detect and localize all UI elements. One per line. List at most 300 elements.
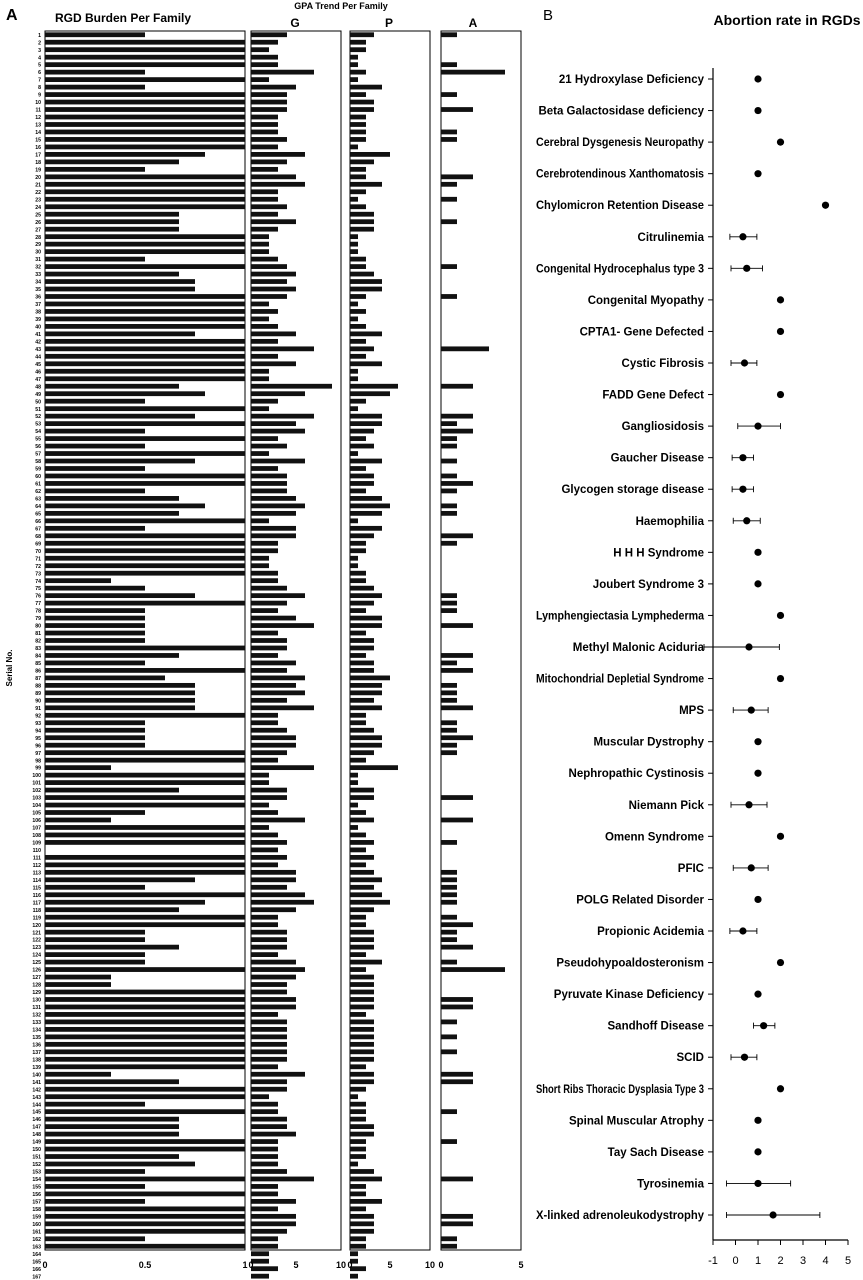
bar [350,683,382,688]
bar [441,720,457,725]
bar [251,1087,287,1092]
bar [251,167,278,172]
bar [251,818,305,823]
bar [350,608,366,613]
serial-tick-label: 129 [32,990,41,997]
data-point [754,991,761,998]
serial-tick-label: 74 [35,578,41,585]
bar [350,1147,366,1152]
disease-label: FADD Gene Defect [602,389,704,402]
bar [45,922,245,927]
bar [251,421,296,426]
serial-tick-label: 96 [35,743,41,750]
bar [350,1020,374,1025]
serial-tick-label: 17 [35,152,41,159]
bar [45,885,145,890]
bar [350,1102,366,1107]
bar [45,586,145,591]
x-tick-label: 3 [799,1255,807,1267]
bar [441,608,457,613]
plot-frame [441,31,521,1250]
bar [45,945,179,950]
bar [45,653,179,658]
bar [350,982,374,987]
bar [251,930,287,935]
bar [45,1214,245,1219]
bar [45,1154,179,1159]
bar [251,1154,278,1159]
bar [350,810,366,815]
bar [45,466,145,471]
bar [251,1102,278,1107]
bar [441,877,457,882]
serial-tick-label: 86 [35,668,41,675]
bar [45,548,245,553]
serial-tick-label: 100 [32,773,41,780]
serial-tick-label: 138 [32,1057,41,1064]
bar [350,788,374,793]
bar [350,638,374,643]
serial-tick-label: 7 [38,77,41,84]
bar [45,833,245,838]
bar [350,115,366,120]
serial-tick-label: 34 [35,279,41,286]
serial-tick-label: 144 [32,1102,41,1109]
serial-tick-label: 12 [35,115,41,122]
bar [45,1034,245,1039]
serial-tick-label: 88 [35,683,41,690]
serial-tick-label: 65 [35,511,41,518]
bar [45,675,165,680]
bar [251,406,269,411]
bar [251,1214,296,1219]
serial-tick-label: 16 [35,145,41,152]
panel-a-group [438,31,523,1270]
bar [45,1027,245,1032]
bar [251,765,314,770]
bar [251,242,269,247]
bar [45,1199,145,1204]
disease-label: MPS [679,705,704,718]
bar [45,451,245,456]
bar [45,444,145,449]
serial-tick-label: 110 [32,847,41,854]
serial-tick-label: 118 [32,907,41,914]
bar [45,107,245,112]
serial-tick-label: 109 [32,840,41,847]
serial-tick-label: 54 [35,429,41,436]
bar [441,967,505,972]
serial-tick-label: 82 [35,638,41,645]
panel-g-group [248,31,346,1279]
bar [45,870,245,875]
bar [441,541,457,546]
serial-tick-label: 60 [35,474,41,481]
serial-tick-label: 15 [35,137,41,144]
bar [45,638,145,643]
bar [350,586,374,591]
bar [45,1177,245,1182]
bar [251,750,287,755]
bar [441,930,457,935]
bar [45,1132,179,1137]
bar [441,219,457,224]
disease-label: Omenn Syndrome [604,831,704,844]
disease-label: Cystic Fibrosis [621,358,704,370]
bar [350,907,374,912]
bar [45,616,145,621]
bar [45,518,245,523]
panel-b-plot [536,68,851,1267]
bar [350,1132,374,1137]
bar [45,743,145,748]
bar [45,541,245,546]
bar [45,1020,245,1025]
bar [441,1049,457,1054]
bar [45,159,179,164]
serial-tick-label: 106 [32,818,41,825]
bar [350,631,366,636]
bar [45,1221,245,1226]
disease-label: Niemann Pick [628,799,704,812]
bar [251,578,278,583]
bar [251,1027,287,1032]
bar [251,533,296,538]
bar [441,1214,473,1219]
serial-tick-label: 126 [32,967,41,974]
bar [251,773,269,778]
bar [45,593,195,598]
bar [251,1229,287,1234]
data-point [777,959,784,966]
bar [441,840,457,845]
bar [350,339,366,344]
disease-label: Pyruvate Kinase Deficiency [553,989,704,1002]
bar [251,257,278,262]
bar [251,174,296,179]
x-tick-label: 4 [822,1255,829,1267]
bar [350,369,358,374]
serial-tick-label: 29 [35,242,41,249]
bar [251,451,269,456]
serial-tick-label: 71 [35,556,41,563]
bar [251,1094,269,1099]
bar [350,391,390,396]
bar [441,1139,457,1144]
bar [45,795,245,800]
serial-tick-label: 112 [32,862,41,869]
bar [350,698,374,703]
data-point [777,675,784,682]
bar [251,1057,287,1062]
data-point [754,1117,761,1124]
panel-a-plots [32,31,523,1280]
bar [251,391,305,396]
serial-tick-label: 160 [32,1221,41,1228]
serial-tick-label: 113 [32,870,41,877]
bar [441,1072,473,1077]
x-tick-label: 2 [777,1255,784,1267]
bar [251,563,269,568]
bar [350,47,366,52]
disease-label: Congenital Myopathy [587,294,704,307]
bar [350,309,366,314]
bar [350,668,374,673]
bar [350,675,390,680]
x-tick-label: 5 [293,1260,299,1270]
bar [45,1124,179,1129]
bar [45,578,111,583]
serial-tick-label: 37 [35,302,41,309]
bar [350,227,374,232]
serial-tick-label: 79 [35,616,41,623]
bar [251,1064,278,1069]
bar [441,384,473,389]
serial-tick-label: 87 [35,675,41,682]
bar [350,100,374,105]
disease-label: POLG Related Disorder [576,894,704,907]
serial-tick-label: 115 [32,885,41,892]
serial-tick-label: 157 [32,1199,41,1206]
bar [45,1236,145,1241]
bar [251,698,287,703]
disease-label: Propionic Acidemia [597,926,704,938]
bar [251,877,296,882]
subtitle-a: A [468,16,478,30]
x-tick-label: 5 [387,1260,393,1270]
serial-tick-label: 156 [32,1192,41,1199]
bar [45,204,245,209]
data-point [754,75,761,82]
disease-label: H H H Syndrome [613,547,704,560]
bar [251,444,287,449]
bar [45,85,145,90]
bar [45,1229,245,1234]
serial-tick-label: 50 [35,399,41,406]
bar [251,197,278,202]
bar [441,683,457,688]
serial-tick-label: 51 [35,406,41,413]
bar [350,690,382,695]
bar [45,70,145,75]
serial-tick-label: 98 [35,758,41,765]
x-tick-label: 0 [732,1255,739,1267]
bar [251,743,296,748]
bar [441,264,457,269]
data-point [777,391,784,398]
bar [441,174,473,179]
serial-tick-label: 158 [32,1206,41,1213]
bar [441,436,457,441]
disease-label: CPTA1- Gene Defected [579,326,704,339]
bar [45,840,245,845]
serial-tick-label: 162 [32,1236,41,1243]
bar [45,720,145,725]
bar [45,331,195,336]
bar [251,833,278,838]
bar [45,272,179,277]
bar [45,145,245,150]
bar [45,47,245,52]
serial-tick-label: 55 [35,436,41,443]
bar [45,1087,245,1092]
bar [251,690,305,695]
bar [251,937,287,942]
bar [350,1094,358,1099]
bar [45,264,245,269]
bar [45,346,245,351]
bar [251,922,278,927]
bar [251,1147,278,1152]
serial-tick-label: 46 [35,369,41,376]
disease-label: Tyrosinemia [637,1178,704,1191]
serial-tick-label: 27 [35,227,41,234]
bar [441,818,473,823]
bar [441,489,457,494]
panel-b-letter: B [543,7,554,24]
bar [350,317,358,322]
serial-tick-label: 163 [32,1244,41,1251]
bar [350,930,374,935]
serial-tick-label: 145 [32,1109,41,1116]
bar [251,848,278,853]
bar [350,1214,374,1219]
bar [251,204,287,209]
bar [251,728,287,733]
bar [251,212,278,217]
x-tick-label: 1 [754,1255,762,1267]
serial-tick-label: 124 [32,952,41,959]
bar [350,40,366,45]
bar [45,1049,245,1054]
serial-tick-label: 52 [35,414,41,421]
bar [251,62,278,67]
bar [45,459,195,464]
serial-tick-label: 68 [35,533,41,540]
bar [251,339,278,344]
bar [251,518,269,523]
x-tick-label: 0 [438,1260,444,1270]
bar [441,137,457,142]
x-tick-label: 0 [42,1260,48,1270]
bar [350,511,382,516]
bar [350,990,374,995]
bar [45,279,195,284]
bar [350,197,358,202]
bar [251,1109,278,1114]
bar [45,1169,145,1174]
data-point [754,770,761,777]
serial-tick-label: 40 [35,324,41,331]
bar [251,40,278,45]
bar [350,70,366,75]
serial-tick-label: 22 [35,189,41,196]
bar [350,1274,358,1279]
serial-tick-label: 39 [35,317,41,324]
disease-label: Gangliosidosis [621,421,704,434]
bar [45,907,179,912]
bar [45,937,145,942]
bar [251,152,305,157]
bar [251,429,305,434]
bar [251,990,287,995]
bar [350,945,374,950]
bar [441,92,457,97]
bar [251,788,287,793]
serial-tick-label: 1 [38,32,41,39]
bar [441,1109,457,1114]
bar [45,32,145,37]
bar [350,474,374,479]
data-point [777,139,784,146]
bar [45,503,205,508]
bar [441,661,457,666]
serial-tick-label: 83 [35,646,41,653]
serial-tick-label: 130 [32,997,41,1004]
bar [350,728,374,733]
serial-tick-label: 153 [32,1169,41,1176]
bar [441,421,457,426]
bar [251,331,296,336]
disease-label: Pseudohypoaldosteronism [556,957,704,970]
serial-tick-label: 141 [32,1079,41,1086]
bar [350,107,374,112]
bar [45,780,245,785]
bar [45,414,195,419]
bar [350,1005,374,1010]
data-point [741,1054,748,1061]
bar [251,309,278,314]
bar [350,1229,374,1234]
bar [350,159,374,164]
serial-tick-label: 164 [32,1251,41,1258]
bar [251,511,296,516]
bar [350,1154,366,1159]
disease-label: X-linked adrenoleukodystrophy [536,1210,705,1222]
bar [251,705,314,710]
serial-tick-label: 67 [35,526,41,533]
x-tick-label: 10 [424,1260,436,1270]
serial-tick-label: 101 [32,780,41,787]
serial-tick-label: 44 [35,354,41,361]
data-point [754,896,761,903]
serial-tick-label: 26 [35,219,41,226]
bar [350,1244,366,1249]
serial-tick-label: 167 [32,1274,41,1280]
serial-tick-label: 90 [35,698,41,705]
subtitle-p: P [384,16,394,30]
bar [251,571,278,576]
panel-a-letter: A [6,7,18,24]
bar [350,713,366,718]
bar [251,234,269,239]
data-point [739,486,746,493]
serial-tick-label: 135 [32,1034,41,1041]
x-tick-label: -1 [708,1255,718,1267]
bar [350,1251,358,1256]
bar [251,77,269,82]
bar [45,997,245,1002]
bar [251,70,314,75]
serial-tick-label: 111 [32,855,41,862]
bar [45,1244,245,1249]
bar [350,967,366,972]
bar [441,197,457,202]
serial-tick-label: 2 [38,40,41,47]
bar [251,47,269,52]
bar [45,773,245,778]
bar [251,264,287,269]
